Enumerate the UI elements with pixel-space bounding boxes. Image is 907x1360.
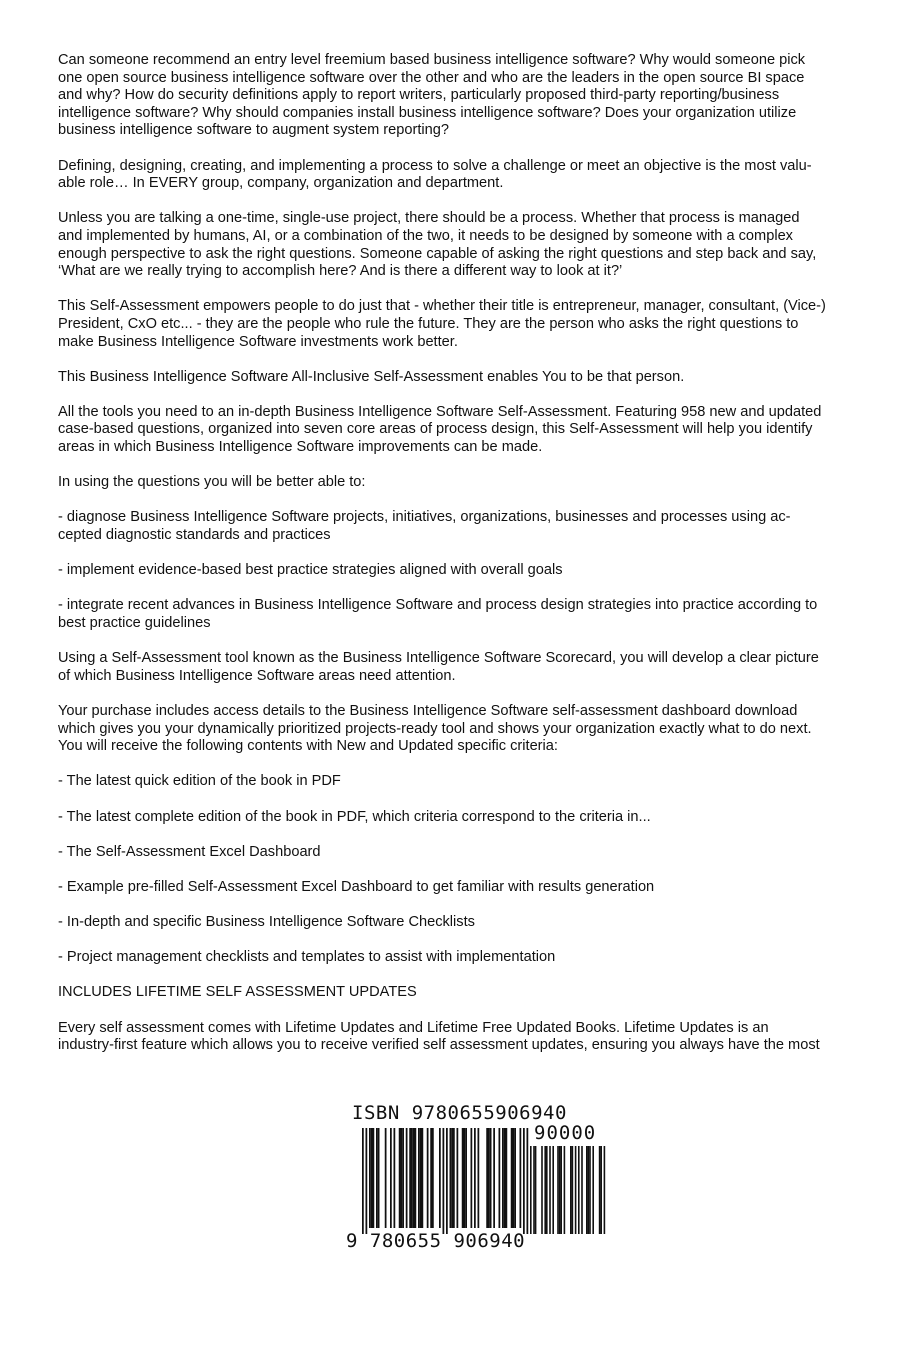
- barcode-bar: [572, 1146, 574, 1234]
- barcode-bar: [371, 1128, 373, 1228]
- barcode-bar: [443, 1128, 445, 1234]
- list-item: - implement evidence-based best practice strategies aligned with overall goals: [58, 562, 563, 579]
- barcode-bar: [427, 1128, 429, 1228]
- barcode-bar: [564, 1146, 566, 1234]
- barcode-bar: [413, 1128, 415, 1228]
- barcode-bar: [549, 1146, 551, 1234]
- paragraph: Your purchase includes access details to the Business Intelligence Software self-assessment dashboard download which gives you your dynamically prioritized projects-ready tool and shows your organization exactly what to do next. You will receive the following contents with New and Updated specific criteria:: [58, 702, 812, 755]
- barcode-bar: [422, 1128, 424, 1228]
- barcode-bar: [385, 1128, 387, 1228]
- barcode-bar: [578, 1146, 580, 1234]
- barcode-bar: [520, 1128, 522, 1228]
- list-item: - Project management checklists and templates to assist with implementation: [58, 949, 556, 966]
- barcode-bar: [599, 1146, 601, 1234]
- barcode-bar: [586, 1146, 588, 1234]
- isbn-label: ISBN 9780655906940: [352, 1102, 567, 1124]
- barcode-bar: [506, 1128, 508, 1228]
- barcode-bar: [560, 1146, 562, 1234]
- paragraph: Using a Self-Assessment tool known as the Business Intelligence Software Scorecard, you will develop a clear picture of which Business Intelligence Software areas need attention.: [58, 650, 819, 684]
- barcode-bar: [457, 1128, 459, 1228]
- barcode-bar: [499, 1128, 501, 1228]
- barcode-bar: [418, 1128, 420, 1228]
- barcode-bar: [430, 1128, 432, 1228]
- paragraph: Defining, designing, creating, and implementing a process to solve a challenge or meet an objective is the most valu- able role… In EVERY group, company, organization and department.: [58, 157, 812, 192]
- barcode-bar: [575, 1146, 577, 1234]
- barcode-bar: [432, 1128, 434, 1228]
- barcode-bar: [378, 1128, 380, 1228]
- list-item: - Example pre-filled Self-Assessment Excel Dashboard to get familiar with results generation: [58, 878, 655, 895]
- barcode-bar: [557, 1146, 559, 1234]
- barcode-bar: [415, 1128, 417, 1228]
- description-text: [58, 52, 843, 1072]
- isbn-barcode: [344, 1102, 614, 1252]
- barcode-bar: [366, 1128, 368, 1234]
- barcode-bar: [462, 1128, 464, 1228]
- list-item: - The latest quick edition of the book in PDF: [58, 773, 341, 790]
- list-item: - The Self-Assessment Excel Dashboard: [58, 843, 321, 860]
- barcode-bar: [411, 1128, 413, 1228]
- barcode-bar: [439, 1128, 441, 1228]
- barcode-bar: [399, 1128, 401, 1228]
- barcode-bar: [592, 1146, 594, 1234]
- paragraph: Every self assessment comes with Lifetime Updates and Lifetime Free Updated Books. Lifetime Updates is an industry-first feature which allows you to receive verified self assessment updates, ensuring you always have the most: [58, 1019, 820, 1054]
- barcode-bar: [504, 1128, 506, 1228]
- barcode-bar: [465, 1128, 467, 1228]
- paragraph: All the tools you need to an in-depth Business Intelligence Software Self-Assessment. Featuring 958 new and updated case-based questions, organized into seven core areas of process design, this Self-Assessment will help you identify areas in which Business Intelligence Software improvements can be made.: [58, 403, 822, 456]
- addon-digits: 90000: [534, 1122, 597, 1144]
- barcode-bar: [552, 1146, 554, 1234]
- barcode-bar: [502, 1128, 504, 1228]
- barcode-bar: [570, 1146, 572, 1234]
- barcode-bar: [409, 1128, 411, 1228]
- barcode-bar: [600, 1146, 602, 1234]
- barcode-bar: [369, 1128, 371, 1228]
- list-item: - diagnose Business Intelligence Software projects, initiatives, organizations, businesses and processes using ac- cepted diagnostic standards and practices: [58, 509, 791, 544]
- barcode-bar: [450, 1128, 452, 1228]
- barcode-bar: [513, 1128, 515, 1228]
- list-item: - The latest complete edition of the book in PDF, which criteria correspond to the criteria in...: [58, 808, 651, 825]
- barcode-bar: [527, 1128, 529, 1234]
- barcode-bar: [604, 1146, 606, 1234]
- barcode-bar: [406, 1128, 408, 1228]
- paragraph: In using the questions you will be better able to:: [58, 474, 366, 491]
- barcode-bar: [453, 1128, 455, 1228]
- barcode-bar: [490, 1128, 492, 1228]
- list-item: - In-depth and specific Business Intelligence Software Checklists: [58, 914, 475, 931]
- barcode-bar: [486, 1128, 488, 1228]
- barcode-bar: [546, 1146, 548, 1234]
- barcode-bar: [362, 1128, 364, 1234]
- barcode-bar: [474, 1128, 476, 1228]
- barcode-digits: 9 780655 906940: [346, 1230, 526, 1252]
- barcode-bar: [523, 1128, 525, 1234]
- barcode-bar: [589, 1146, 591, 1234]
- barcode-bar: [488, 1128, 490, 1228]
- list-item: - integrate recent advances in Business Intelligence Software and process design strategies into practice according to best practice guidelines: [58, 597, 818, 631]
- barcode-bar: [511, 1128, 513, 1228]
- barcode-bar: [376, 1128, 378, 1228]
- paragraph: Can someone recommend an entry level freemium based business intelligence software? Why would someone pick one open source business intelligence software over the other and who are the leaders in the open source BI space and why? How do security definitions apply to report writers, particularly proposed third-party reporting/business intelligence software? Why should companies install business intelligence software? Does your organization utilize business intelligence software to augment system reporting?: [58, 52, 806, 139]
- barcode-bar: [446, 1128, 448, 1234]
- barcode-bar: [493, 1128, 495, 1228]
- barcode-bar: [581, 1146, 583, 1234]
- barcode-bar: [373, 1128, 375, 1228]
- barcode-bar: [530, 1146, 532, 1234]
- paragraph: This Self-Assessment empowers people to do just that - whether their title is entrepreneur, manager, consultant, (Vice-) President, CxO etc... - they are the people who rule the future. They are the person who asks the right questions to make Business Intelligence Software investments work better.: [58, 298, 826, 350]
- heading: INCLUDES LIFETIME SELF ASSESSMENT UPDATES: [58, 984, 417, 1001]
- barcode-bar: [402, 1128, 404, 1228]
- barcode-bar: [544, 1146, 546, 1234]
- barcode-bar: [559, 1146, 561, 1234]
- barcode-bar: [541, 1146, 543, 1234]
- barcode-bar: [478, 1128, 480, 1228]
- paragraph: Unless you are talking a one-time, single-use project, there should be a process. Whether that process is managed and implemented by humans, AI, or a combination of the two, it needs to be designed by someone with a complex enough perspective to ask the right questions. Someone capable of asking the right questions and step back and say, ‘What are we really trying to accomplish here? And is there a different way to look at it?’: [58, 210, 817, 280]
- paragraph: This Business Intelligence Software All-Inclusive Self-Assessment enables You to be that person.: [58, 368, 685, 385]
- barcode-bar: [394, 1128, 396, 1228]
- barcode-bar: [451, 1128, 453, 1228]
- barcode-bar: [471, 1128, 473, 1228]
- barcode-bar: [514, 1128, 516, 1228]
- barcode-bar: [464, 1128, 466, 1228]
- barcode-bar: [588, 1146, 590, 1234]
- barcode-bar: [401, 1128, 403, 1228]
- barcode-bar: [535, 1146, 537, 1234]
- barcode-bar: [390, 1128, 392, 1228]
- barcode-bar: [533, 1146, 535, 1234]
- barcode-bar: [420, 1128, 422, 1228]
